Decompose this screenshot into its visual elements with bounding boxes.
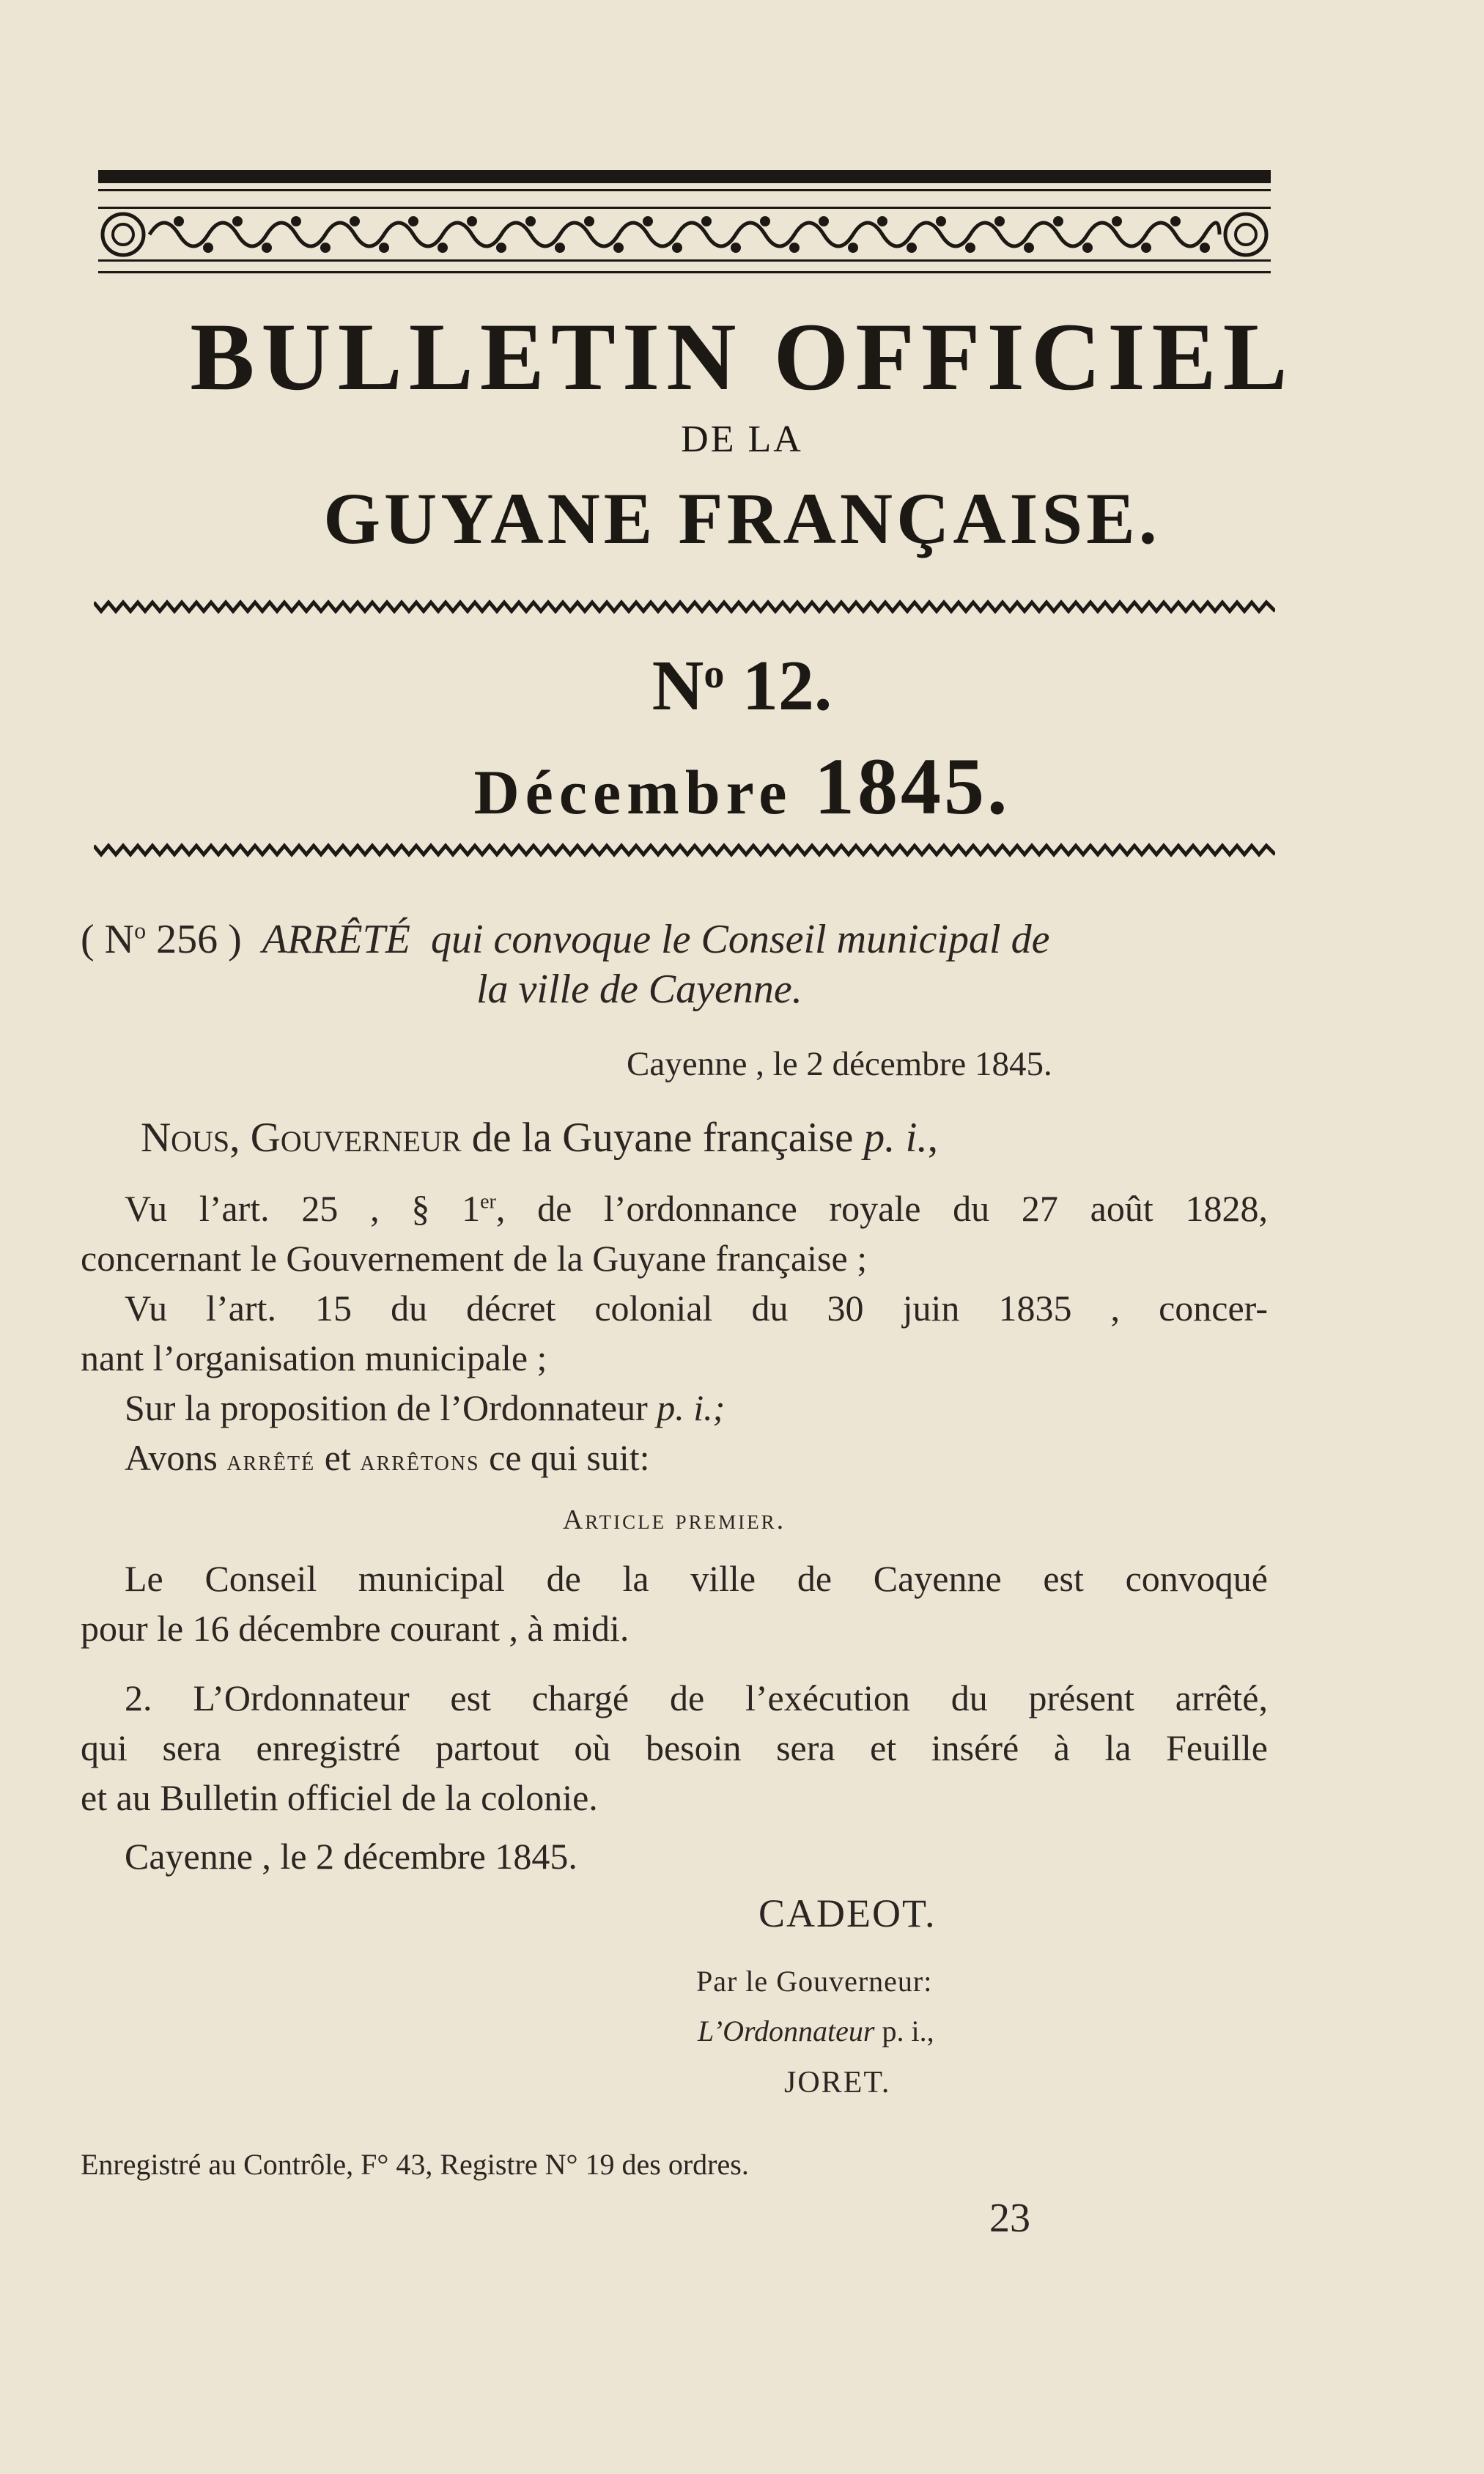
header-thin-rule	[98, 189, 1271, 191]
article-1-text: Le Conseil municipal de la ville de Cayenne est convoqué	[125, 1558, 1268, 1599]
zigzag-divider	[94, 599, 1275, 614]
vu-article-15-cont: nant l’organisation municipale ;	[81, 1337, 547, 1378]
avons-arrete: Avons arrêté et arrêtons ce qui suit:	[125, 1437, 650, 1478]
issue-number: $N^o$ 12.	[651, 646, 833, 725]
ordonnateur-line: L’Ordonnateur p. i.,	[698, 2015, 934, 2047]
zigzag-divider-2	[94, 843, 1275, 857]
vu-article-25: Vu l’art. 25 , § 1er, de l’ordonnance royale du 27 août 1828,	[125, 1188, 1268, 1229]
article-2-text: 2. L’Ordonnateur est chargé de l’exécution du présent arrêté,	[125, 1677, 1268, 1718]
joret-signature: JORET.	[784, 2066, 891, 2100]
title-de-la: DE LA	[681, 418, 803, 460]
nous-line: Nous, Gouverneur de la Guyane française p. i.,	[141, 1115, 938, 1161]
header-heavy-rule	[98, 170, 1271, 183]
title-region: GUYANE FRANÇAISE.	[323, 478, 1161, 559]
par-le-gouverneur: Par le Gouverneur:	[696, 1965, 933, 1998]
issue-date: Décembre 1845.	[473, 742, 1011, 831]
arrete-heading: ( $N^o$ 256 ) ARRÊTÉ qui convoque le Conseil municipal de	[81, 917, 1050, 962]
arrete-subject-continued: la ville de Cayenne.	[476, 967, 802, 1012]
page-number: 23	[989, 2196, 1030, 2241]
vu-article-25-cont: concernant le Gouvernement de la Guyane française ;	[81, 1238, 868, 1279]
ornament-band	[98, 205, 1271, 264]
article-1-text-cont: pour le 16 décembre courant , à midi.	[81, 1608, 630, 1649]
ornament-bottom-rule	[98, 271, 1271, 273]
article-2-text-end: et au Bulletin officiel de la colonie.	[81, 1777, 598, 1818]
registration-note: Enregistré au Contrôle, F° 43, Registre N° 19 des ordres.	[81, 2148, 749, 2181]
sur-proposition: Sur la proposition de l’Ordonnateur p. i.;	[125, 1387, 726, 1428]
bulletin-title: BULLETIN OFFICIEL	[190, 303, 1294, 410]
governor-signature: CADEOT.	[758, 1891, 937, 1935]
article-2-text-cont: qui sera enregistré partout où besoin sera et inséré à la Feuille	[81, 1727, 1268, 1768]
closing-date: Cayenne , le 2 décembre 1845.	[125, 1836, 577, 1877]
vu-article-15: Vu l’art. 15 du décret colonial du 30 juin 1835 , concer-	[125, 1288, 1268, 1329]
arrete-date: Cayenne , le 2 décembre 1845.	[627, 1045, 1052, 1083]
article-premier-heading: Article premier.	[562, 1504, 786, 1535]
